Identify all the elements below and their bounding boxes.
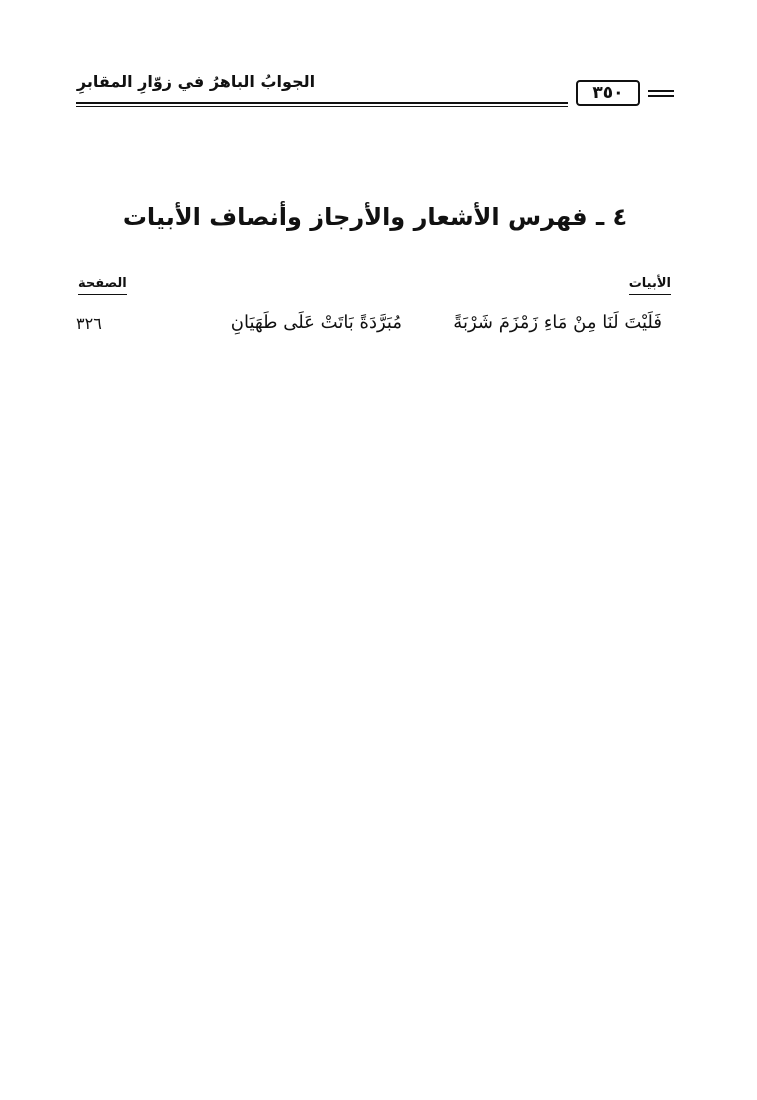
page-number-box bbox=[576, 80, 640, 106]
verse-second-hemistich: مُبَرَّدَةً بَاتَتْ عَلَى طَهَيَانِ bbox=[230, 312, 402, 333]
verse-entry bbox=[76, 306, 674, 346]
running-header bbox=[76, 66, 674, 114]
verses-column-header: الأبيات bbox=[629, 276, 671, 295]
section-title: ٤ ـ فهرس الأشعار والأرجاز وأنصاف الأبيات bbox=[122, 203, 628, 231]
verse-first-hemistich: فَلَيْتَ لَنَا مِنْ مَاءِ زَمْزَمَ شَرْبَةً bbox=[453, 312, 662, 333]
header-rule bbox=[76, 102, 568, 107]
book-title: الجوابُ الباهرُ في زوّارِ المقابرِ bbox=[76, 72, 316, 91]
header-rule-short bbox=[648, 90, 674, 97]
verse-page-reference: ٣٢٦ bbox=[76, 314, 102, 333]
page-column-header: الصفحة bbox=[78, 276, 127, 295]
page-number: ٣٥٠ bbox=[592, 83, 624, 103]
